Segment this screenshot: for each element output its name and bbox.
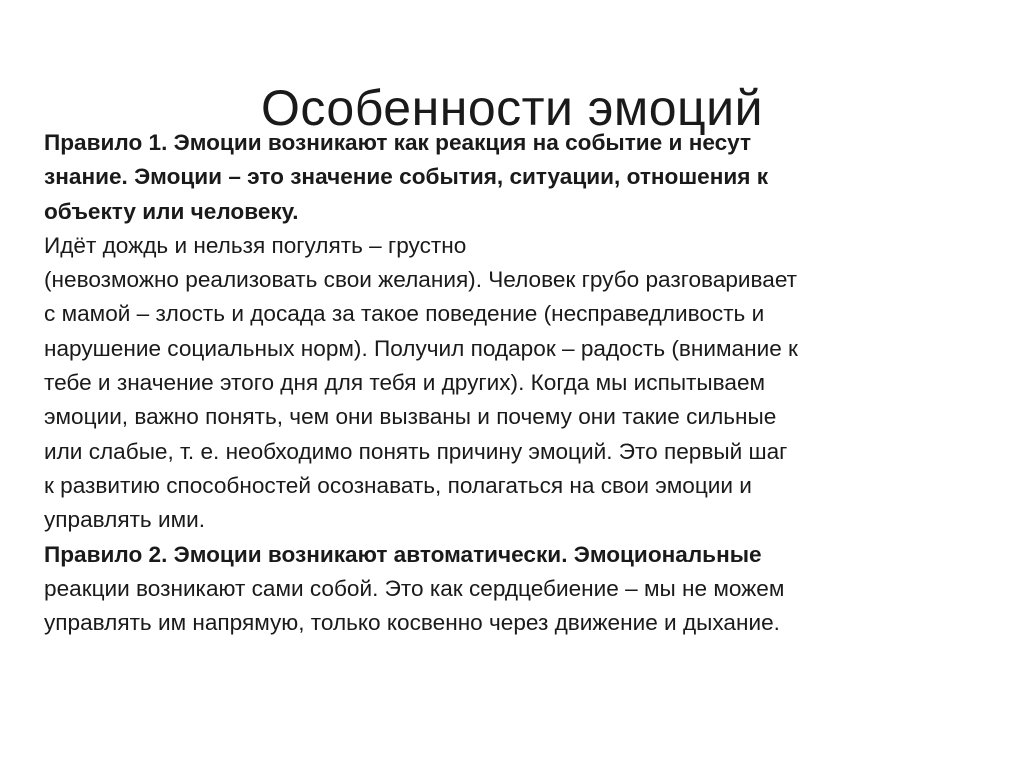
body-line: тебе и значение этого дня для тебя и других). Когда мы испытываем — [44, 370, 766, 396]
body-line: к развитию способностей осознавать, полагаться на свои эмоции и — [44, 472, 752, 498]
body-line: эмоции, важно понять, чем они вызваны и почему они такие сильные — [44, 404, 777, 430]
slide-body — [44, 126, 944, 640]
body-line: Правило 2. Эмоции возникают автоматически. Эмоциональные — [44, 541, 762, 567]
body-line: объекту или человеку. — [44, 198, 299, 224]
body-line: Правило 1. Эмоции возникают как реакция на событие и несут — [44, 130, 752, 155]
slide-title: Особенности эмоций — [260, 79, 764, 136]
body-line: реакции возникают сами собой. Это как сердцебиение – мы не можем — [44, 575, 785, 601]
body-line: управлять ими. — [44, 507, 206, 533]
body-line: (невозможно реализовать свои желания). Человек грубо разговаривает — [44, 267, 798, 293]
body-line: или слабые, т. е. необходимо понять причину эмоций. Это первый шаг — [44, 438, 788, 464]
body-line: нарушение социальных норм). Получил подарок – радость (внимание к — [44, 335, 798, 361]
body-line: с мамой – злость и досада за такое поведение (несправедливость и — [44, 301, 765, 327]
body-line: знание. Эмоции – это значение события, ситуации, отношения к — [44, 164, 769, 190]
body-line: Идёт дождь и нельзя погулять – грустно — [44, 232, 467, 258]
body-line: управлять им напрямую, только косвенно через движение и дыхание. — [44, 610, 780, 636]
